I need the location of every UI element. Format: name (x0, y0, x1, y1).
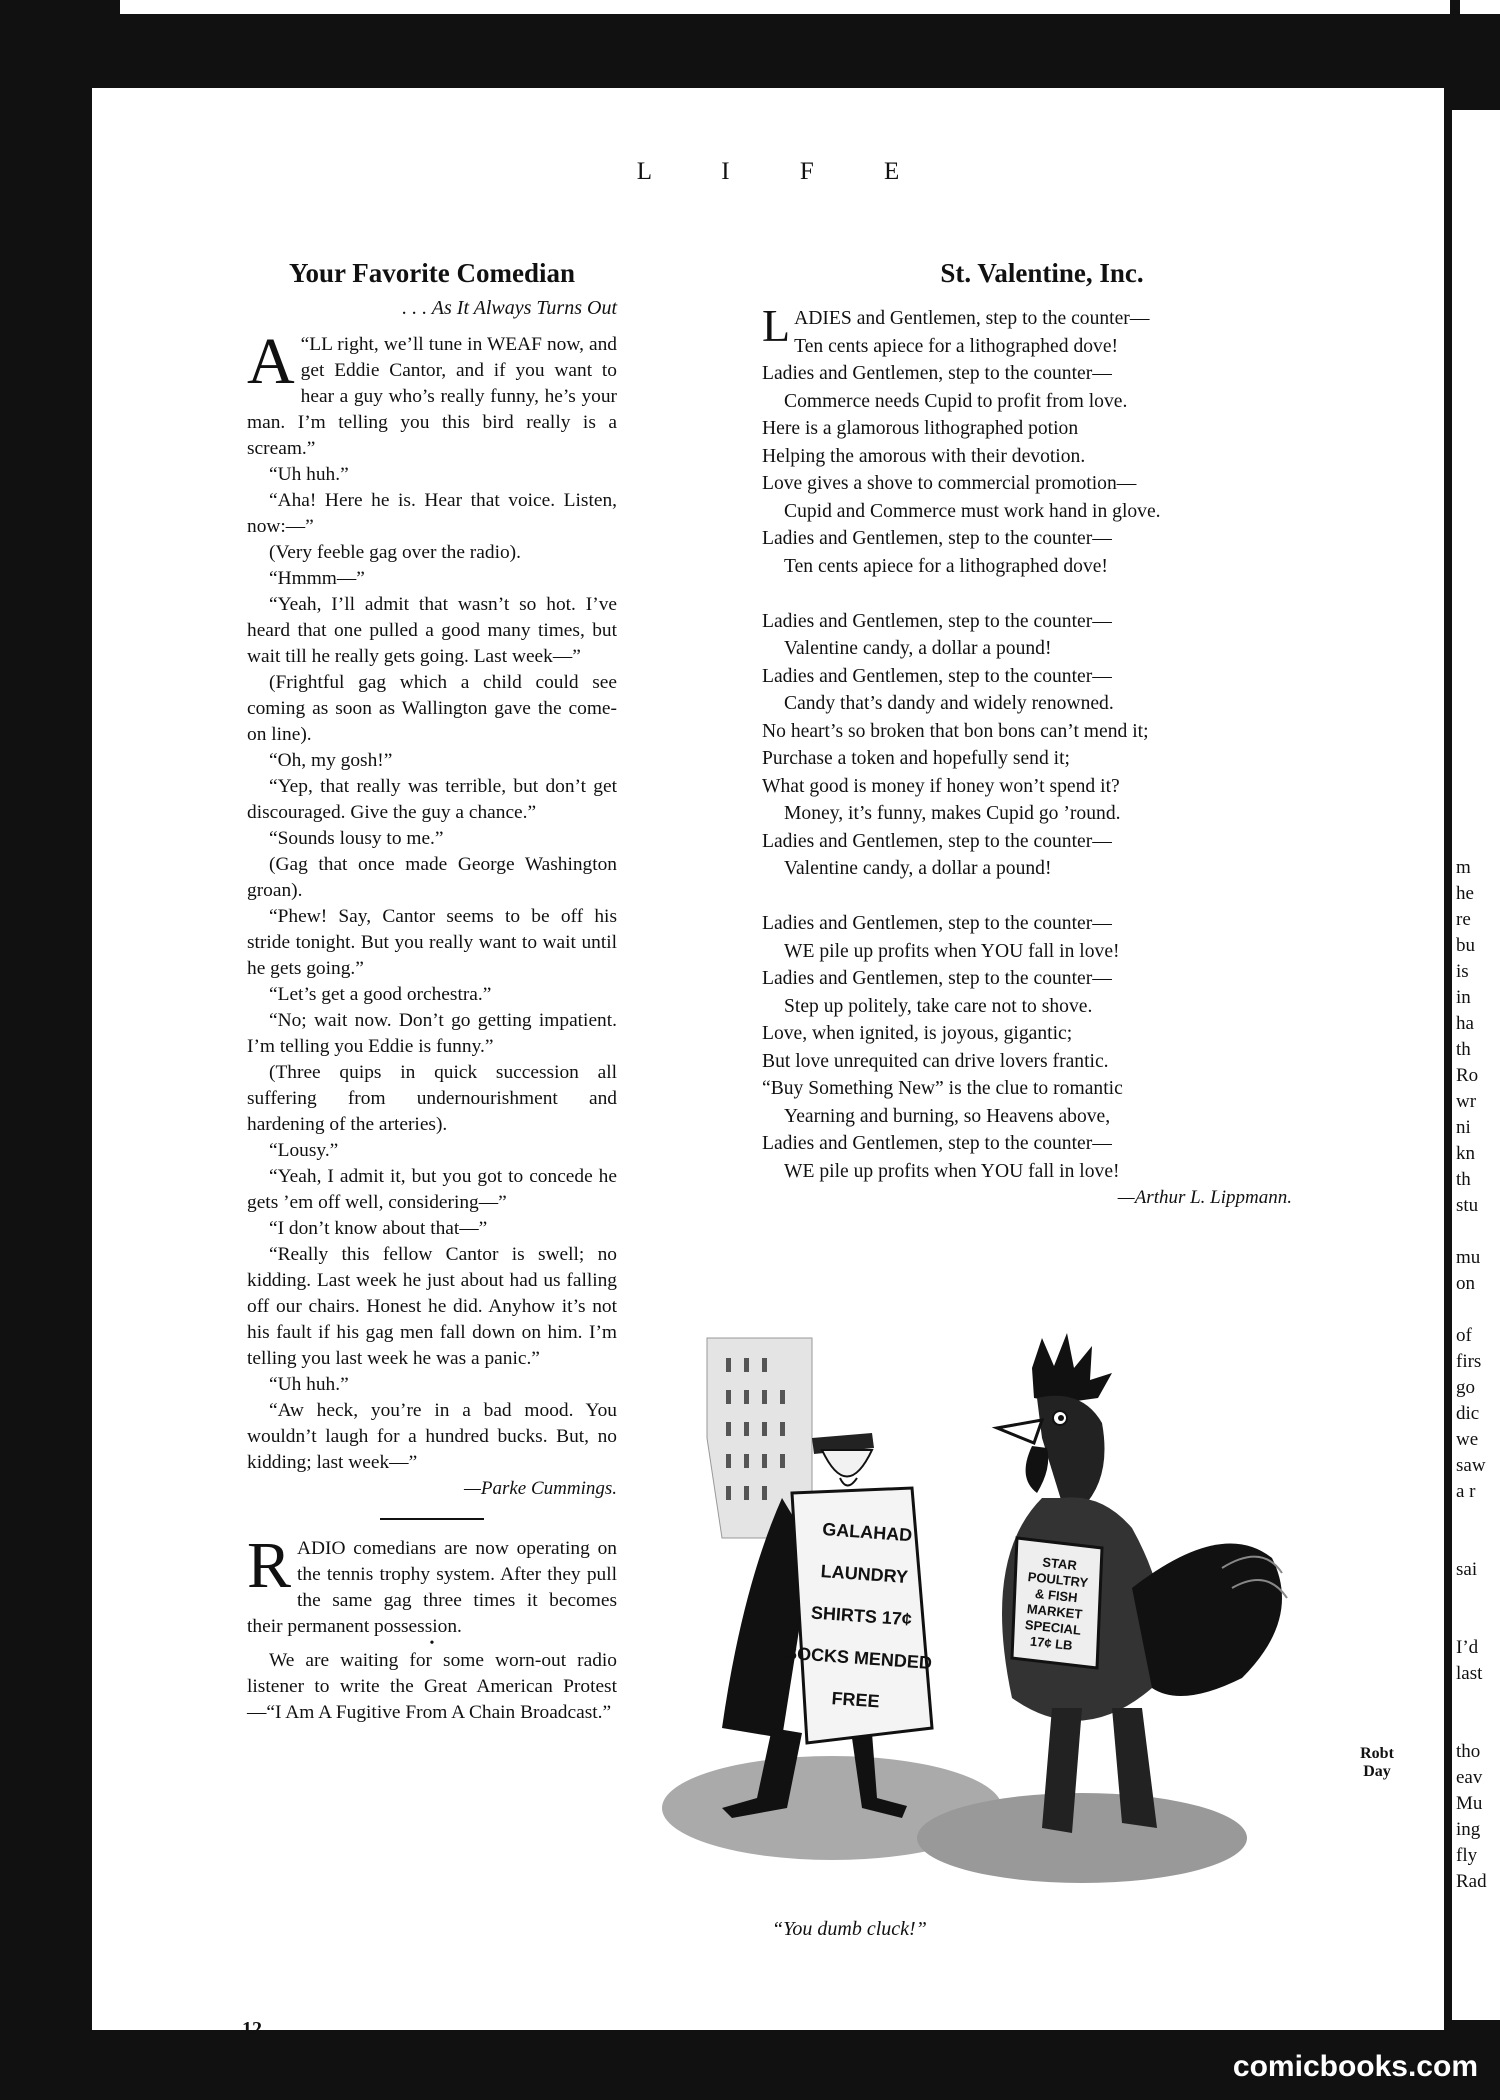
article-byline: —Parke Cummings. (463, 1478, 617, 1499)
next-page-text-fragment: is (1456, 961, 1469, 982)
svg-text:GALAHADLAUNDRYSHIRTS 17¢SOCKS: GALAHADLAUNDRYSHIRTS 17¢SOCKS MENDEDFREE (784, 1519, 933, 1712)
poem-line: Candy that’s dandy and widely renowned. (784, 693, 1114, 714)
article-body (247, 462, 617, 1476)
next-page-text-fragment: I’d (1456, 1637, 1479, 1658)
article-paragraph: “Really this fellow Cantor is swell; no kidding. Last week he just about had us falling off our chairs. Honest he did. Anyhow it’s not his fault if his gag men fall down on him. I’m telling you last week he was a panic.” (247, 1244, 617, 1369)
next-page-text-fragment: stu (1456, 1195, 1479, 1216)
separator-dot: • (429, 1636, 435, 1651)
poem-line: Ladies and Gentlemen, step to the counter— (762, 968, 1112, 989)
poem-title: St. Valentine, Inc. (940, 258, 1144, 288)
next-page-text-fragment: fly (1456, 1845, 1478, 1866)
magazine-page (92, 88, 1444, 2040)
article-paragraph: (Three quips in quick succession all suffering from undernourishment and hardening of the arteries). (247, 1062, 617, 1135)
article-paragraph: “Aha! Here he is. Hear that voice. Listen, now:—” (247, 490, 617, 537)
article-paragraph: (Gag that once made George Washington groan). (247, 854, 617, 901)
next-page-text-fragment: tho (1456, 1741, 1481, 1762)
next-page-text-fragment: re (1456, 909, 1471, 930)
next-page-text-fragment: eav (1456, 1767, 1483, 1788)
next-page-text-fragment: of (1456, 1325, 1472, 1346)
poem-line: Purchase a token and hopefully send it; (762, 748, 1070, 769)
poem-stanza-1 (762, 360, 1322, 580)
article-title: Your Favorite Comedian (289, 258, 575, 288)
poultry-sign (1012, 1538, 1102, 1668)
watermark: comicbooks.com (1232, 2050, 1478, 2083)
next-page-text-fragment: ha (1456, 1013, 1474, 1034)
poem-byline: —Arthur L. Lippmann. (1117, 1187, 1292, 1208)
poem-line: Ten cents apiece for a lithographed dove! (794, 335, 1119, 357)
article-paragraph: “Yeah, I’ll admit that wasn’t so hot. I’ve heard that one pulled a good many times, but wait till he really gets going. Last week—” (247, 594, 617, 667)
cartoon-caption: “You dumb cluck!” (772, 1918, 927, 1940)
next-page-text-fragment: dic (1456, 1403, 1480, 1424)
opening-quote: “ (300, 334, 310, 355)
article-paragraph: (Very feeble gag over the radio). (269, 542, 521, 563)
poem-line: Cupid and Commerce must work hand in glove. (784, 500, 1161, 522)
article-paragraph: “Uh huh.” (269, 1374, 349, 1395)
poem-line: No heart’s so broken that bon bons can’t mend it; (762, 720, 1149, 742)
previous-page-edge (120, 0, 1450, 14)
article-paragraph: “Let’s get a good orchestra.” (269, 984, 492, 1005)
poem-column (762, 258, 1322, 1209)
page-number: 12 (242, 2018, 262, 2040)
article-subtitle: . . . As It Always Turns Out (402, 297, 617, 319)
next-page-text-fragment: ing (1456, 1819, 1481, 1840)
poem-line: What good is money if honey won’t spend it? (762, 775, 1120, 797)
poem-line: Love, when ignited, is joyous, gigantic; (762, 1023, 1073, 1044)
drop-cap: A (247, 325, 295, 398)
poem-line: Love gives a shove to commercial promotion— (762, 473, 1137, 494)
next-page-text-fragment: a r (1456, 1481, 1476, 1502)
poem-line: Commerce needs Cupid to profit from love. (784, 390, 1128, 412)
running-head: L I F E (636, 158, 932, 185)
left-column (247, 258, 617, 1726)
next-page-text-fragment: last (1456, 1663, 1483, 1684)
next-page-text-fragment: saw (1456, 1455, 1486, 1476)
previous-page-edge-right (1460, 0, 1500, 14)
poem-line: Step up politely, take care not to shove. (784, 995, 1093, 1017)
next-page-text-fragment: on (1456, 1273, 1475, 1294)
next-page-text-fragment: wr (1456, 1091, 1477, 1112)
article-paragraph: “Lousy.” (269, 1140, 339, 1161)
next-page-text-fragment: sai (1456, 1559, 1478, 1580)
artist-signature: Robt Day (1360, 1745, 1394, 1780)
next-page-text-fragment: ni (1456, 1117, 1471, 1138)
poem-line: Helping the amorous with their devotion. (762, 445, 1086, 467)
poem-line: Ladies and Gentlemen, step to the counter— (762, 1133, 1112, 1154)
poem-line: But love unrequited can drive lovers frantic. (762, 1050, 1109, 1072)
article-paragraph: “Uh huh.” (269, 464, 349, 485)
article-paragraph: “Sounds lousy to me.” (269, 828, 444, 849)
svg-text:STARPOULTRY& FISHMARKETSPECIAL: STARPOULTRY& FISHMARKETSPECIAL17¢ LB (1024, 1554, 1089, 1653)
next-page-text-fragment: firs (1456, 1351, 1482, 1372)
next-page-text-fragment: bu (1456, 935, 1475, 956)
article-paragraph: “Oh, my gosh!” (269, 750, 393, 771)
poem-line: “Buy Something New” is the clue to romantic (762, 1078, 1123, 1099)
next-page-text-fragment: in (1456, 987, 1471, 1008)
poem-line: ADIES and Gentlemen, step to the counter— (794, 308, 1150, 329)
next-page-text-fragment: mu (1456, 1247, 1481, 1268)
article-paragraph: “Yep, that really was terrible, but don’t get discouraged. Give the guy a chance.” (247, 776, 617, 823)
next-page-text-fragment: go (1456, 1377, 1475, 1398)
poem-first-lines (762, 305, 1322, 360)
article-paragraph: (Frightful gag which a child could see coming as soon as Wallington gave the come-on line). (247, 672, 617, 745)
next-page-text-fragment: kn (1456, 1143, 1475, 1164)
poem-line: Money, it’s funny, makes Cupid go ’round. (784, 803, 1121, 824)
poem-line: Yearning and burning, so Heavens above, (784, 1105, 1111, 1127)
next-page-text-fragment: he (1456, 883, 1474, 904)
next-page-text-fragment: th (1456, 1169, 1471, 1190)
poem-stanza-3 (762, 910, 1322, 1185)
article-lead-paragraph (247, 325, 617, 462)
next-page-text-fragment: Rad (1456, 1871, 1487, 1892)
article-paragraph: “Yeah, I admit it, but you got to concede he gets ’em off well, considering—” (247, 1166, 617, 1213)
next-page-edge (1452, 110, 1500, 2020)
laundry-sign (782, 1488, 942, 1743)
article-paragraph: “I don’t know about that—” (269, 1218, 488, 1239)
drop-cap-r: R (247, 1529, 292, 1602)
filler-paragraph (247, 1529, 617, 1640)
article-paragraph: “No; wait now. Don’t go getting impatient. I’m telling you Eddie is funny.” (247, 1010, 617, 1057)
cartoon-illustration (662, 1328, 1422, 1888)
next-page-text-fragment: th (1456, 1039, 1471, 1060)
poem-stanza-2 (762, 608, 1322, 883)
poem-line: Ladies and Gentlemen, step to the counter— (762, 528, 1112, 549)
poem-line: Valentine candy, a dollar a pound! (784, 638, 1052, 659)
next-page-text-fragment: we (1456, 1429, 1479, 1450)
poem-drop-cap: L (762, 305, 791, 351)
poem-line: Here is a glamorous lithographed potion (762, 418, 1079, 439)
poem-line: Ten cents apiece for a lithographed dove! (784, 555, 1108, 577)
next-page-text-fragment: Mu (1456, 1793, 1483, 1814)
poem-line: Valentine candy, a dollar a pound! (784, 858, 1052, 879)
next-page-text-fragment: m (1456, 857, 1471, 878)
poem-line: Ladies and Gentlemen, step to the counter— (762, 363, 1112, 384)
filler-paragraph-2: We are waiting for some worn-out radio listener to write the Great American Protest—“I Am A Fugitive From A Chain Broadcast.” (247, 1650, 617, 1723)
poem-line: Ladies and Gentlemen, step to the counter— (762, 665, 1112, 687)
article-paragraph: “Phew! Say, Cantor seems to be off his stride tonight. But you really want to wait until he gets going.” (247, 906, 617, 979)
article-paragraph: “Hmmm—” (269, 568, 365, 589)
poem-line: WE pile up profits when YOU fall in love! (784, 1160, 1120, 1182)
poem-line: WE pile up profits when YOU fall in love! (784, 940, 1120, 962)
poem-line: Ladies and Gentlemen, step to the counter— (762, 830, 1112, 852)
poem-line: Ladies and Gentlemen, step to the counter— (762, 610, 1112, 632)
lead-text: LL right, we’ll tune in WEAF now, and get Eddie Cantor, and if you want to hear a guy who’s really funny, he’s your man. I’m telling you this bird really is a scream.” (247, 334, 617, 459)
filler-lead: ADIO comedians are now operating on the tennis trophy system. After they pull the same gag three times it becomes their permanent possession. (247, 1538, 617, 1637)
article-paragraph: “Aw heck, you’re in a bad mood. You wouldn’t laugh for a hundred bucks. But, no kidding; last week—” (247, 1400, 617, 1473)
section-divider (380, 1518, 484, 1520)
ground-shadow-right (917, 1793, 1247, 1883)
poem-line: Ladies and Gentlemen, step to the counter— (762, 913, 1112, 934)
next-page-text-fragment: Ro (1456, 1065, 1479, 1086)
